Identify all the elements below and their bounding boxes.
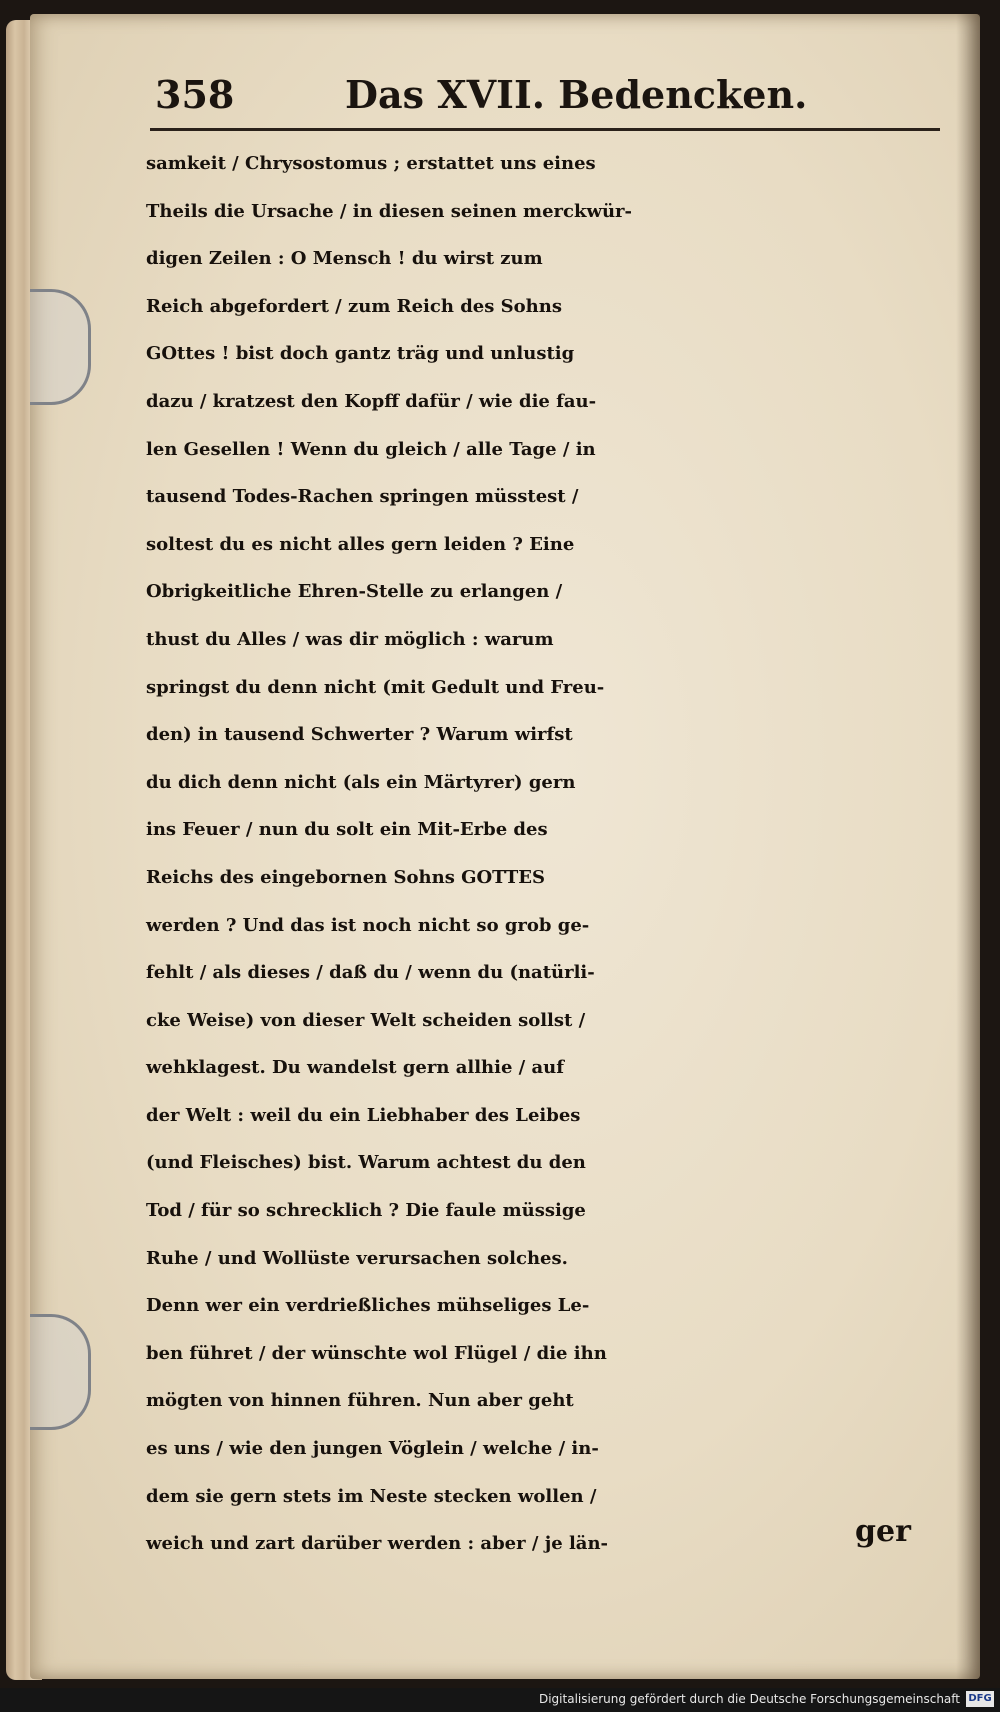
page-header	[155, 72, 915, 132]
text-line: tausend Todes-Rachen springen müsstest /	[146, 486, 579, 508]
text-line: len Gesellen ! Wenn du gleich / alle Tage / in	[146, 438, 596, 460]
footer-credit: Digitalisierung gefördert durch die Deutsche Forschungsgemeinschaft	[538, 1692, 960, 1706]
text-line: Denn wer ein verdrießliches mühseliges Le-	[146, 1295, 590, 1317]
text-line: der Welt : weil du ein Liebhaber des Leibes	[146, 1104, 581, 1126]
page-clip-bottom	[30, 1314, 91, 1430]
text-line: ben führet / der wünschte wol Flügel / die ihn	[146, 1342, 607, 1364]
text-line: den) in tausend Schwerter ? Warum wirfst	[146, 724, 573, 746]
text-line: thust du Alles / was dir möglich : warum	[146, 628, 554, 650]
page-clip-top	[30, 289, 91, 405]
text-line: du dich denn nicht (als ein Märtyrer) gern	[146, 771, 576, 793]
text-line: (und Fleisches) bist. Warum achtest du den	[146, 1152, 586, 1174]
text-line: GOttes ! bist doch gantz träg und unlustig	[146, 343, 575, 365]
text-line: Tod / für so schrecklich ? Die faule müssige	[146, 1200, 586, 1222]
text-line: soltest du es nicht alles gern leiden ? Eine	[146, 533, 575, 555]
text-line: mögten von hinnen führen. Nun aber geht	[146, 1390, 574, 1412]
text-line: ins Feuer / nun du solt ein Mit-Erbe des	[146, 819, 548, 841]
page-number: 358	[155, 72, 235, 117]
text-line: wehklagest. Du wandelst gern allhie / auf	[146, 1057, 565, 1079]
catchword: ger	[855, 1514, 911, 1549]
text-line: Theils die Ursache / in diesen seinen merckwür-	[146, 200, 633, 222]
text-line: werden ? Und das ist noch nicht so grob ge-	[146, 914, 590, 936]
body-text	[146, 140, 946, 1568]
text-line: cke Weise) von dieser Welt scheiden sollst /	[146, 1009, 586, 1031]
header-rule	[150, 128, 940, 131]
text-line: Reich abgefordert / zum Reich des Sohns	[146, 295, 562, 317]
text-line: fehlt / als dieses / daß du / wenn du (natürli-	[146, 962, 595, 984]
text-line: weich und zart darüber werden : aber / je län-	[146, 1533, 608, 1555]
running-head: Das XVII. Bedencken.	[345, 72, 808, 117]
text-line: Reichs des eingebornen Sohns GOTTES	[146, 866, 546, 888]
text-line: dazu / kratzest den Kopff dafür / wie die fau-	[146, 390, 597, 412]
dfg-logo-icon: DFG	[966, 1691, 994, 1707]
text-line: Ruhe / und Wollüste verursachen solches.	[146, 1247, 568, 1269]
text-line: Obrigkeitliche Ehren-Stelle zu erlangen /	[146, 581, 563, 603]
text-line: digen Zeilen : O Mensch ! du wirst zum	[146, 248, 543, 270]
text-line: samkeit / Chrysostomus ; erstattet uns eines	[146, 153, 596, 174]
text-line: es uns / wie den jungen Vöglein / welche / in-	[146, 1438, 599, 1460]
text-line: dem sie gern stets im Neste stecken wollen /	[146, 1485, 597, 1507]
digitization-footer	[0, 1688, 1000, 1712]
text-line: springst du denn nicht (mit Gedult und Freu-	[146, 676, 605, 698]
page-gutter-shadow	[956, 14, 980, 1679]
